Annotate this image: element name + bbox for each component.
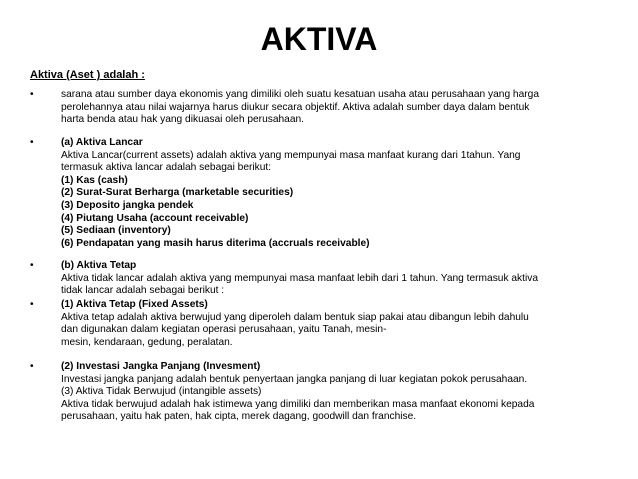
list-item: (6) Pendapatan yang masih harus diterima (accruals receivable) bbox=[61, 237, 370, 249]
text-line: mesin, kendaraan, gedung, peralatan. bbox=[61, 336, 233, 348]
bullet-marker: • bbox=[30, 299, 34, 310]
list-item: (4) Piutang Usaha (account receivable) bbox=[61, 212, 249, 224]
text-line: Aktiva Lancar(current assets) adalah aktiva yang mempunyai masa manfaat kurang dari 1tahun. Yang bbox=[61, 149, 521, 161]
bullet-body bbox=[61, 361, 631, 424]
list-item: (5) Sediaan (inventory) bbox=[61, 225, 171, 237]
bullet-body bbox=[61, 299, 631, 349]
text-line: Investasi jangka panjang adalah bentuk penyertaan jangka panjang di luar kegiatan pokok perusahaan. bbox=[61, 373, 528, 385]
subheading: Aktiva (Aset ) adalah : bbox=[30, 69, 145, 81]
bullet-marker: • bbox=[30, 137, 34, 148]
list-item: (3) Deposito jangka pendek bbox=[61, 199, 194, 211]
bullet-marker: • bbox=[30, 260, 34, 271]
text-line: termasuk aktiva lancar adalah sebagai berikut: bbox=[61, 162, 272, 174]
section-heading: (b) Aktiva Tetap bbox=[61, 260, 137, 271]
bullet-marker: • bbox=[30, 361, 34, 372]
bullet-body bbox=[61, 137, 631, 250]
list-item: (1) Kas (cash) bbox=[61, 174, 128, 186]
text-line: sarana atau sumber daya ekonomis yang dimiliki oleh suatu kesatuan usaha atau perusahaan yang harga bbox=[61, 89, 539, 100]
page-title: AKTIVA bbox=[260, 21, 378, 57]
section-heading: (a) Aktiva Lancar bbox=[61, 137, 143, 148]
text-line: Aktiva tetap adalah aktiva berwujud yang diperoleh dalam bentuk siap pakai atau dibangun lebih dahulu bbox=[61, 311, 529, 323]
text-line: Aktiva tidak lancar adalah aktiva yang mempunyai masa manfaat lebih dari 1 tahun. Yang termasuk aktiva bbox=[61, 272, 539, 284]
text-line: dan digunakan dalam kegiatan operasi perusahaan, yaitu Tanah, mesin- bbox=[61, 324, 387, 336]
text-line: (3) Aktiva Tidak Berwujud (intangible assets) bbox=[61, 386, 262, 398]
bullet-body bbox=[61, 260, 631, 298]
bullet-marker: • bbox=[30, 89, 34, 100]
bullet-body bbox=[61, 89, 631, 127]
section-heading: (2) Investasi Jangka Panjang (Invesment) bbox=[61, 361, 261, 372]
text-line: perusahaan, yaitu hak paten, hak cipta, merek dagang, goodwill dan franchise. bbox=[61, 411, 417, 423]
section-heading: (1) Aktiva Tetap (Fixed Assets) bbox=[61, 299, 208, 310]
list-item: (2) Surat-Surat Berharga (marketable securities) bbox=[61, 187, 294, 199]
text-line: tidak lancar adalah sebagai berikut : bbox=[61, 285, 225, 297]
text-line: perolehannya atau nilai wajarnya harus diukur secara objektif. Aktiva adalah sumber daya dalam bentuk bbox=[61, 101, 530, 113]
text-line: Aktiva tidak berwujud adalah hak istimewa yang dimiliki dan memberikan masa manfaat ekonomi kepada bbox=[61, 398, 535, 410]
text-line: harta benda atau hak yang dikuasai oleh perusahaan. bbox=[61, 114, 304, 126]
